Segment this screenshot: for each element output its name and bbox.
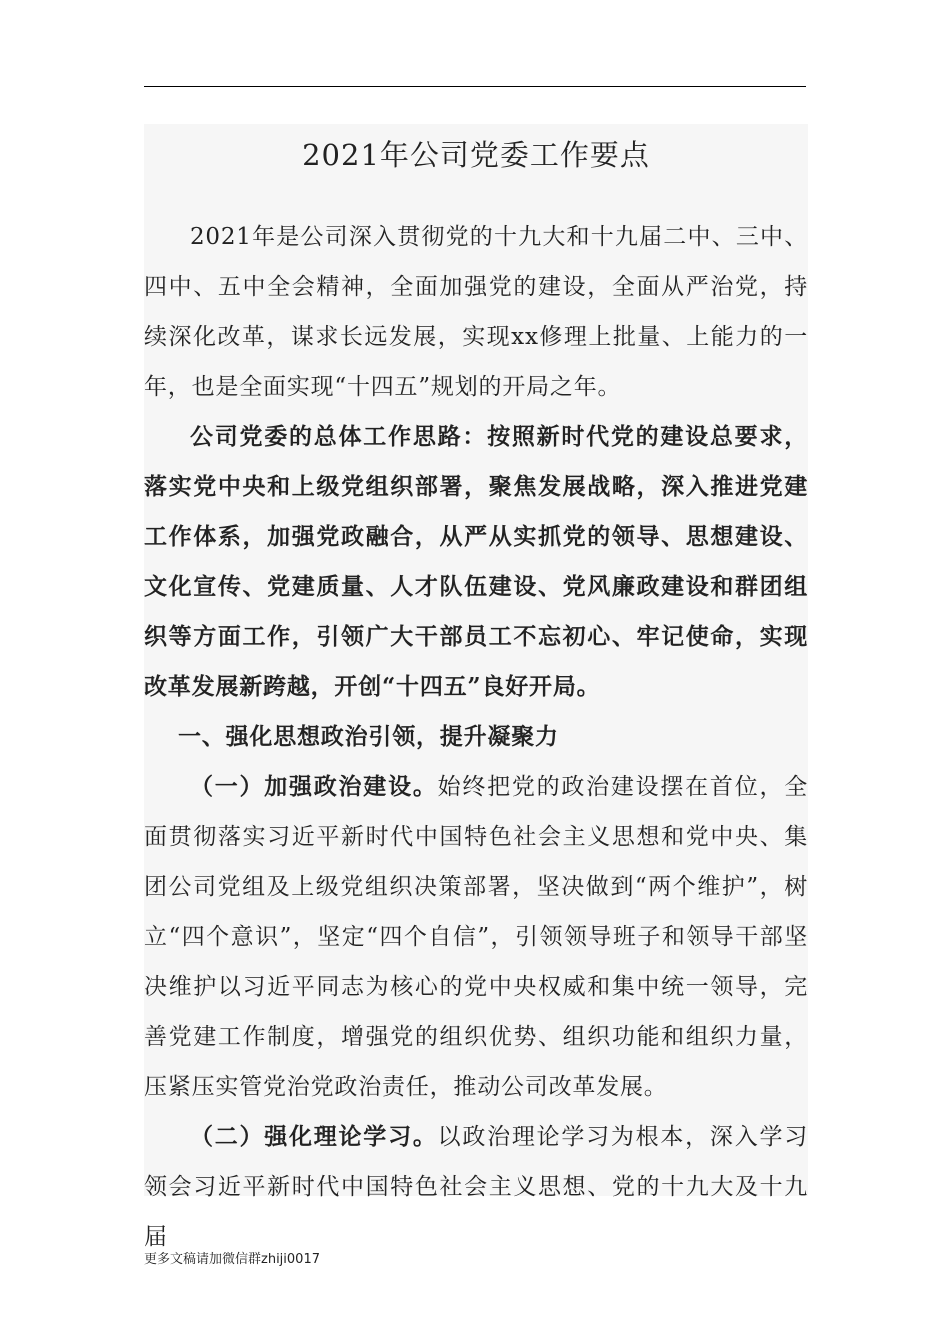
footer-note: 更多文稿请加微信群zhiji0017 [144,1252,320,1267]
intro-paragraph: 2021年是公司深入贯彻党的十九大和十九届二中、三中、四中、五中全会精神，全面加强党的建设，全面从严治党，持续深化改革，谋求长远发展，实现xx修理上批量、上能力的一年，也是全面实现“十四五”规划的开局之年。 [144,224,808,400]
section-1-heading: 一、强化思想政治引领，提升凝聚力 [178,723,559,750]
item-1-paragraph [144,762,808,1112]
item-2-label: （二）强化理论学习。 [190,1123,438,1150]
item-1-text: 始终把党的政治建设摆在首位，全面贯彻落实习近平新时代中国特色社会主义思想和党中央、集团公司党组及上级党组织决策部署，坚决做到“两个维护”，树立“四个意识”，坚定“四个自信”，引领领导班子和领导干部坚决维护以习近平同志为核心的党中央权威和集中统一领导，完善党建工作制度，增强党的组织优势、组织功能和组织力量，压紧压实管党治党政治责任，推动公司改革发展。 [144,774,809,1100]
item-2-paragraph [144,1112,808,1262]
item-1-label: （一）加强政治建设。 [190,773,438,800]
document-title: 2021年公司党委工作要点 [302,138,650,172]
document-body [144,124,809,1250]
overall-approach-paragraph: 公司党委的总体工作思路：按照新时代党的建设总要求，落实党中央和上级党组织部署，聚焦发展战略，深入推进党建工作体系，加强党政融合，从严从实抓党的领导、思想建设、文化宣传、党建质量、人才队伍建设、党风廉政建设和群团组织等方面工作，引领广大干部员工不忘初心、牢记使命，实现改革发展新跨越，开创“十四五”良好开局。 [144,423,808,700]
item-2-text: 以政治理论学习为根本，深入学习领会习近平新时代中国特色社会主义思想、党的十九大及十九届 [144,1124,809,1250]
header-rule [144,86,806,87]
